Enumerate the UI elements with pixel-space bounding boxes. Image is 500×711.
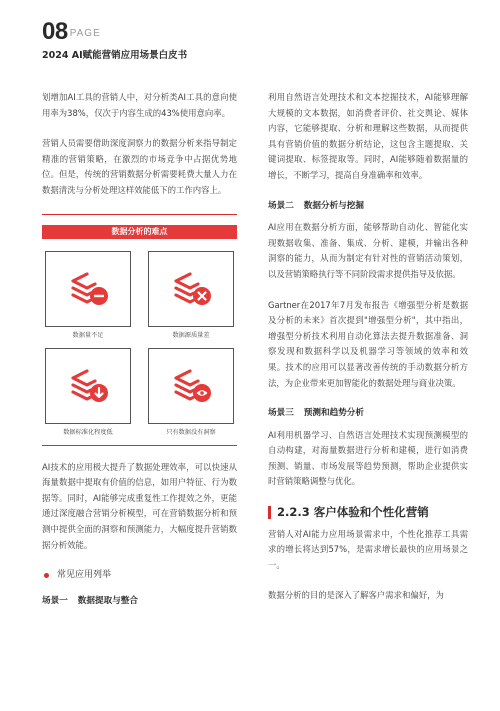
scene-number: 场景三 xyxy=(268,408,294,419)
paragraph: 数据分析的目的是深入了解客户需求和偏好，为 xyxy=(268,590,444,601)
scene-heading xyxy=(42,594,237,610)
paragraph: 利用自然语言处理技术和文本挖掘技术，AI能够理解大规模的文本数据，如消费者评价、社交舆论、媒体内容，它能够提取、分析和理解这些数据，从而提供具有营销价值的数据分析结论，这包含主题提取、关键词提取、标签提取等。同时，AI能够随着数据量的增长，不断学习，提高自身准确率和效率。 xyxy=(268,92,468,180)
paragraph: Gartner在2017年7月发布报告《增强型分析是数据及分析的未来》首次提到"增强型分析"，其中指出，增强型分析技术利用自动化算法去提升数据准备、洞察发现和数据科学以及机器学习等领域的效率和效果。技术的应用可以显著改善传统的手动数据分析方法，为企业带来更加智能化的数据处理与商业决策。 xyxy=(268,299,468,388)
paragraph: 营销人对AI能力应用场景需求中，个性化推荐工具需求的增长将达到57%，是需求增长最快的应用场景之一。 xyxy=(268,528,468,570)
scene-heading xyxy=(268,199,468,215)
page-header xyxy=(42,18,187,61)
scene-number: 场景二 xyxy=(268,200,294,211)
figure-card xyxy=(148,348,234,437)
figure-card xyxy=(148,251,234,340)
left-column xyxy=(42,90,237,615)
figure-card xyxy=(45,251,131,340)
data-stack-download-icon xyxy=(65,366,111,406)
section-title: 2.2.3 客户体验和个性化营销 xyxy=(277,505,429,520)
data-stack-x-icon xyxy=(168,269,214,309)
scene-heading xyxy=(268,406,468,422)
paragraph: AI利用机器学习、自然语言处理技术实现预测模型的自动构建，对海量数据进行分析和建模，进行如消费预测、销量、市场发展等趋势预测，帮助企业提供实时营销策略调整与优化。 xyxy=(268,429,468,487)
section-heading xyxy=(268,505,468,521)
bullet-dot-icon xyxy=(44,573,49,578)
figure-title: 数据分析的难点 xyxy=(42,225,237,239)
section-bar xyxy=(268,506,271,519)
figure-grid xyxy=(46,251,233,437)
scene-number: 场景一 xyxy=(42,595,68,606)
figure-label: 只有数据没有洞察 xyxy=(166,428,216,436)
list-heading xyxy=(42,568,237,584)
paragraph: 划增加AI工具的营销人中，对分析类AI工具的意向使用率为38%，仅次于内容生成的43%使用意向率。 xyxy=(42,92,237,118)
scene-title: 预测和趋势分析 xyxy=(303,408,364,419)
list-heading-text: 常见应用列举 xyxy=(57,570,112,581)
figure-label: 数据量不足 xyxy=(72,331,104,339)
data-stack-minus-icon xyxy=(65,269,111,309)
difficulty-figure xyxy=(42,214,237,446)
paragraph: AI应用在数据分析方面，能够帮助自动化、智能化实现数据收集、准备、集成、分析、建模，并输出各种洞察的能力，从而为制定有针对性的营销活动策划，以及营销策略执行等不同阶段需求提供指导及依据。 xyxy=(268,222,468,279)
figure-card xyxy=(45,348,131,437)
page-number: 08 xyxy=(42,18,68,45)
figure-label: 数据源质量差 xyxy=(172,331,210,339)
data-stack-eye-icon xyxy=(168,366,214,406)
page-word: PAGE xyxy=(69,28,101,39)
paragraph: 营销人员需要借助深度洞察力的数据分析来指导制定精准的营销策略，在激烈的市场竞争中占据优势地位。但是，传统的营销数据分析需要耗费大量人力在数据清洗与分析处理这样效能低下的工作内容上。 xyxy=(42,138,237,195)
document-title: 2024 AI赋能营销应用场景白皮书 xyxy=(42,50,188,61)
paragraph: AI技术的应用极大提升了数据处理效率，可以快速从海量数据中提取有价值的信息，如用户特征、行为数据等。同时，AI能够完成重复性工作提效之外，更能通过深度融合营销分析模型，可在营销数据分析和预测中提供全面的洞察和预测能力，大幅度提升营销数据分析效能。 xyxy=(42,461,237,550)
figure-label: 数据标准化程度低 xyxy=(63,428,113,436)
right-column xyxy=(268,90,468,619)
scene-title: 数据分析与挖掘 xyxy=(303,200,364,211)
scene-title: 数据提取与整合 xyxy=(77,595,138,606)
